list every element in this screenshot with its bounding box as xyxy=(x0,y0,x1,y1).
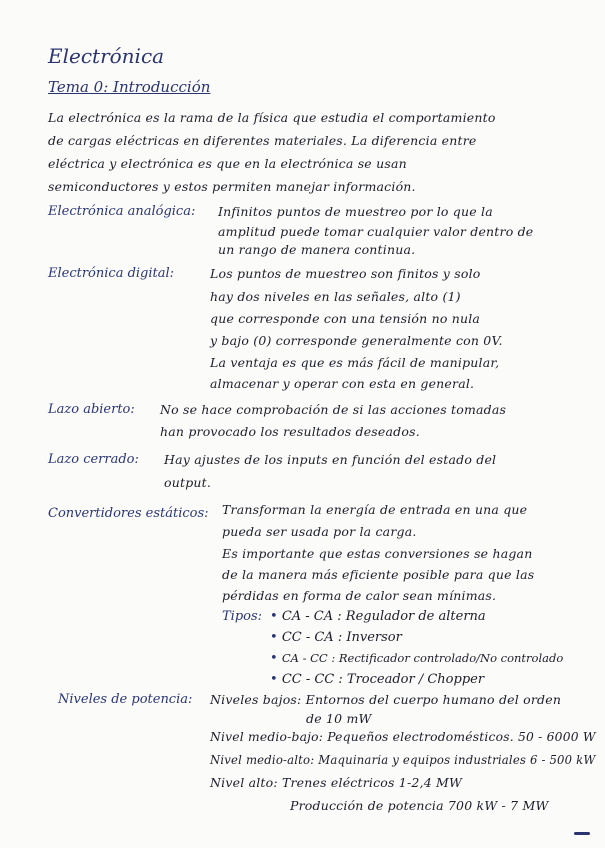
converters-line-4: de la manera más eficiente posible para que las xyxy=(222,567,535,582)
type-item-2-text: CC - CA : Inversor xyxy=(281,630,402,645)
analog-line-3: un rango de manera continua. xyxy=(218,242,416,257)
digital-line-5: La ventaja es que es más fácil de manipular, xyxy=(210,355,500,370)
type-item-3: • CA - CC : Rectificador controlado/No controlado xyxy=(270,651,564,666)
analog-label: Electrónica analógica: xyxy=(48,204,196,219)
converters-line-5: pérdidas en forma de calor sean mínimas. xyxy=(222,588,497,603)
power-item-2: de 10 mW xyxy=(306,711,372,726)
open-loop-label: Lazo abierto: xyxy=(48,402,135,417)
digital-line-2: hay dos niveles en las señales, alto (1) xyxy=(210,289,461,304)
digital-line-3: que corresponde con una tensión no nula xyxy=(210,311,481,326)
closed-loop-label: Lazo cerrado: xyxy=(48,452,139,467)
types-label: Tipos: xyxy=(222,609,263,624)
power-item-5: Nivel alto: Trenes eléctricos 1-2,4 MW xyxy=(210,775,463,790)
power-item-6: Producción de potencia 700 kW - 7 MW xyxy=(290,798,549,813)
power-item-4: Nivel medio-alto: Maquinaria y equipos industriales 6 - 500 kW xyxy=(210,752,596,767)
power-label: Niveles de potencia: xyxy=(58,692,193,707)
converters-line-2: pueda ser usada por la carga. xyxy=(222,524,417,539)
power-item-1: Niveles bajos: Entornos del cuerpo humano del orden xyxy=(210,692,562,707)
type-item-1: • CA - CA : Regulador de alterna xyxy=(270,609,486,624)
type-item-1-text: CA - CA : Regulador de alterna xyxy=(281,609,486,624)
closed-loop-line-1: Hay ajustes de los inputs en función del estado del xyxy=(164,452,497,467)
digital-line-6: almacenar y operar con esta en general. xyxy=(210,376,475,391)
intro-line-2: de cargas eléctricas en diferentes materiales. La diferencia entre xyxy=(48,133,477,148)
digital-line-4: y bajo (0) corresponde generalmente con 0V. xyxy=(210,333,503,348)
intro-line-3: eléctrica y electrónica es que en la electrónica se usan xyxy=(48,156,407,171)
open-loop-line-1: No se hace comprobación de si las acciones tomadas xyxy=(160,402,507,417)
open-loop-line-2: han provocado los resultados deseados. xyxy=(160,424,420,439)
converters-line-1: Transforman la energía de entrada en una que xyxy=(222,502,528,517)
analog-line-1: Infinitos puntos de muestreo por lo que la xyxy=(218,204,493,219)
power-item-3: Nivel medio-bajo: Pequeños electrodomésticos. 50 - 6000 W xyxy=(210,729,596,744)
page-subtitle: Tema 0: Introducción xyxy=(48,78,211,96)
type-item-2: • CC - CA : Inversor xyxy=(270,630,402,645)
type-item-4-text: CC - CC : Troceador / Chopper xyxy=(281,672,485,687)
pen-mark xyxy=(574,832,590,835)
converters-label: Convertidores estáticos: xyxy=(48,506,209,521)
page-title: Electrónica xyxy=(48,44,165,68)
converters-line-3: Es importante que estas conversiones se hagan xyxy=(222,546,533,561)
digital-label: Electrónica digital: xyxy=(48,266,175,281)
digital-line-1: Los puntos de muestreo son finitos y solo xyxy=(210,266,481,281)
type-item-4: • CC - CC : Troceador / Chopper xyxy=(270,672,485,687)
intro-line-4: semiconductores y estos permiten manejar información. xyxy=(48,179,416,194)
intro-line-1: La electrónica es la rama de la física que estudia el comportamiento xyxy=(48,110,496,125)
analog-line-2: amplitud puede tomar cualquier valor dentro de xyxy=(218,224,534,239)
closed-loop-line-2: output. xyxy=(164,475,212,490)
type-item-3-text: CA - CC : Rectificador controlado/No controlado xyxy=(281,651,564,665)
